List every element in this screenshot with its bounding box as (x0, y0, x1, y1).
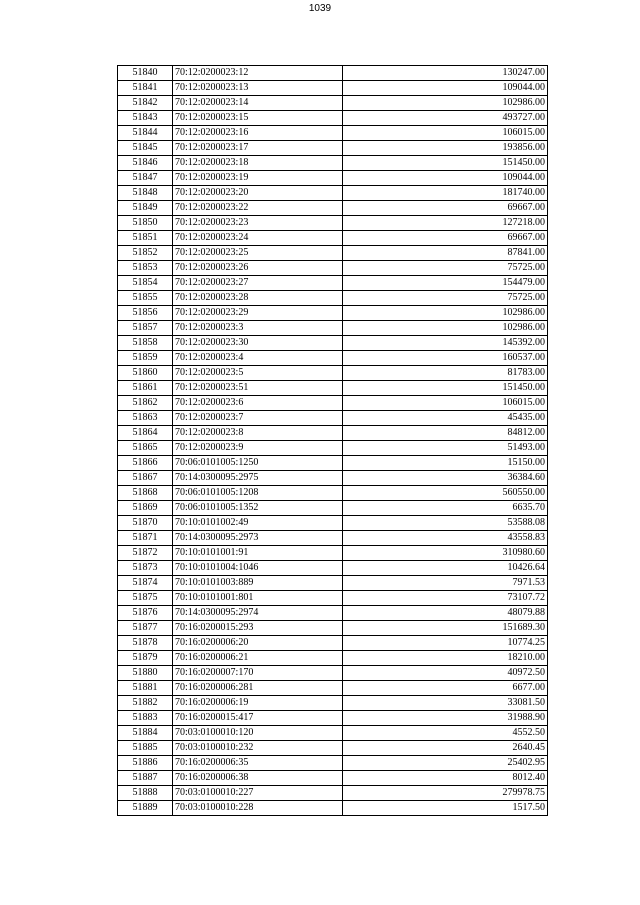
value-cell: 10774.25 (343, 636, 548, 651)
cadastral-number-cell: 70:12:0200023:26 (173, 261, 343, 276)
row-number-cell: 51855 (118, 291, 173, 306)
value-cell: 151689.30 (343, 621, 548, 636)
value-cell: 25402.95 (343, 756, 548, 771)
table-row (118, 171, 548, 186)
row-number-cell: 51857 (118, 321, 173, 336)
row-number-cell: 51841 (118, 81, 173, 96)
table-row (118, 771, 548, 786)
table-row (118, 471, 548, 486)
cadastral-number-cell: 70:12:0200023:17 (173, 141, 343, 156)
row-number-cell: 51878 (118, 636, 173, 651)
row-number-cell: 51869 (118, 501, 173, 516)
cadastral-number-cell: 70:14:0300095:2973 (173, 531, 343, 546)
table-row (118, 756, 548, 771)
value-cell: 6677.00 (343, 681, 548, 696)
value-cell: 279978.75 (343, 786, 548, 801)
cadastral-number-cell: 70:12:0200023:30 (173, 336, 343, 351)
row-number-cell: 51879 (118, 651, 173, 666)
table-row (118, 786, 548, 801)
value-cell: 310980.60 (343, 546, 548, 561)
value-cell: 18210.00 (343, 651, 548, 666)
table-row (118, 651, 548, 666)
value-cell: 4552.50 (343, 726, 548, 741)
row-number-cell: 51860 (118, 366, 173, 381)
value-cell: 15150.00 (343, 456, 548, 471)
cadastral-number-cell: 70:03:0100010:232 (173, 741, 343, 756)
value-cell: 51493.00 (343, 441, 548, 456)
value-cell: 87841.00 (343, 246, 548, 261)
table-row (118, 321, 548, 336)
value-cell: 154479.00 (343, 276, 548, 291)
value-cell: 7971.53 (343, 576, 548, 591)
value-cell: 560550.00 (343, 486, 548, 501)
cadastral-number-cell: 70:10:0101001:801 (173, 591, 343, 606)
row-number-cell: 51862 (118, 396, 173, 411)
table-row (118, 726, 548, 741)
cadastral-number-cell: 70:12:0200023:28 (173, 291, 343, 306)
table-row (118, 606, 548, 621)
row-number-cell: 51872 (118, 546, 173, 561)
table-row (118, 156, 548, 171)
cadastral-number-cell: 70:12:0200023:29 (173, 306, 343, 321)
value-cell: 69667.00 (343, 201, 548, 216)
row-number-cell: 51851 (118, 231, 173, 246)
cadastral-number-cell: 70:12:0200023:9 (173, 441, 343, 456)
cadastral-number-cell: 70:12:0200023:24 (173, 231, 343, 246)
table-row (118, 546, 548, 561)
table-row (118, 246, 548, 261)
row-number-cell: 51854 (118, 276, 173, 291)
value-cell: 127218.00 (343, 216, 548, 231)
row-number-cell: 51842 (118, 96, 173, 111)
cadastral-number-cell: 70:12:0200023:8 (173, 426, 343, 441)
cadastral-number-cell: 70:12:0200023:18 (173, 156, 343, 171)
table-row (118, 111, 548, 126)
table-row (118, 186, 548, 201)
table-body (118, 66, 548, 816)
cadastral-number-cell: 70:12:0200023:51 (173, 381, 343, 396)
value-cell: 130247.00 (343, 66, 548, 81)
cadastral-number-cell: 70:14:0300095:2974 (173, 606, 343, 621)
cadastral-number-cell: 70:03:0100010:120 (173, 726, 343, 741)
page-number: 1039 (308, 3, 332, 14)
row-number-cell: 51845 (118, 141, 173, 156)
cadastral-number-cell: 70:12:0200023:20 (173, 186, 343, 201)
table-row (118, 396, 548, 411)
table-row (118, 201, 548, 216)
value-cell: 36384.60 (343, 471, 548, 486)
value-cell: 109044.00 (343, 171, 548, 186)
row-number-cell: 51863 (118, 411, 173, 426)
cadastral-number-cell: 70:16:0200006:20 (173, 636, 343, 651)
table-row (118, 516, 548, 531)
cadastral-number-cell: 70:12:0200023:15 (173, 111, 343, 126)
cadastral-number-cell: 70:16:0200015:417 (173, 711, 343, 726)
cadastral-number-cell: 70:10:0101002:49 (173, 516, 343, 531)
cadastral-number-cell: 70:03:0100010:228 (173, 801, 343, 816)
value-cell: 102986.00 (343, 306, 548, 321)
row-number-cell: 51849 (118, 201, 173, 216)
value-cell: 102986.00 (343, 321, 548, 336)
table-row (118, 621, 548, 636)
value-cell: 193856.00 (343, 141, 548, 156)
cadastral-number-cell: 70:12:0200023:16 (173, 126, 343, 141)
cadastral-number-cell: 70:16:0200006:281 (173, 681, 343, 696)
table-row (118, 366, 548, 381)
table-row (118, 801, 548, 816)
value-cell: 75725.00 (343, 291, 548, 306)
row-number-cell: 51875 (118, 591, 173, 606)
table-row (118, 636, 548, 651)
value-cell: 73107.72 (343, 591, 548, 606)
value-cell: 40972.50 (343, 666, 548, 681)
row-number-cell: 51850 (118, 216, 173, 231)
row-number-cell: 51858 (118, 336, 173, 351)
value-cell: 43558.83 (343, 531, 548, 546)
row-number-cell: 51866 (118, 456, 173, 471)
row-number-cell: 51848 (118, 186, 173, 201)
value-cell: 69667.00 (343, 231, 548, 246)
table-row (118, 216, 548, 231)
value-cell: 75725.00 (343, 261, 548, 276)
value-cell: 45435.00 (343, 411, 548, 426)
cadastral-number-cell: 70:12:0200023:12 (173, 66, 343, 81)
table-row (118, 486, 548, 501)
value-cell: 106015.00 (343, 396, 548, 411)
cadastral-number-cell: 70:12:0200023:7 (173, 411, 343, 426)
row-number-cell: 51889 (118, 801, 173, 816)
cadastral-number-cell: 70:12:0200023:14 (173, 96, 343, 111)
row-number-cell: 51867 (118, 471, 173, 486)
table-row (118, 531, 548, 546)
value-cell: 1517.50 (343, 801, 548, 816)
row-number-cell: 51843 (118, 111, 173, 126)
cadastral-number-cell: 70:12:0200023:27 (173, 276, 343, 291)
value-cell: 181740.00 (343, 186, 548, 201)
table-row (118, 291, 548, 306)
value-cell: 10426.64 (343, 561, 548, 576)
cadastral-number-cell: 70:12:0200023:22 (173, 201, 343, 216)
cadastral-number-cell: 70:16:0200007:170 (173, 666, 343, 681)
table-row (118, 411, 548, 426)
cadastral-number-cell: 70:12:0200023:25 (173, 246, 343, 261)
table-row (118, 381, 548, 396)
value-cell: 31988.90 (343, 711, 548, 726)
cadastral-number-cell: 70:14:0300095:2975 (173, 471, 343, 486)
table-row (118, 666, 548, 681)
value-cell: 160537.00 (343, 351, 548, 366)
table-row (118, 501, 548, 516)
row-number-cell: 51847 (118, 171, 173, 186)
value-cell: 8012.40 (343, 771, 548, 786)
value-cell: 84812.00 (343, 426, 548, 441)
value-cell: 106015.00 (343, 126, 548, 141)
table-row (118, 81, 548, 96)
table-row (118, 231, 548, 246)
value-cell: 151450.00 (343, 381, 548, 396)
row-number-cell: 51884 (118, 726, 173, 741)
cadastral-number-cell: 70:06:0101005:1208 (173, 486, 343, 501)
cadastral-number-cell: 70:12:0200023:19 (173, 171, 343, 186)
row-number-cell: 51868 (118, 486, 173, 501)
row-number-cell: 51881 (118, 681, 173, 696)
table-row (118, 141, 548, 156)
cadastral-number-cell: 70:16:0200015:293 (173, 621, 343, 636)
cadastral-number-cell: 70:12:0200023:5 (173, 366, 343, 381)
cadastral-number-cell: 70:16:0200006:35 (173, 756, 343, 771)
row-number-cell: 51882 (118, 696, 173, 711)
cadastral-number-cell: 70:06:0101005:1250 (173, 456, 343, 471)
table-row (118, 276, 548, 291)
table-row (118, 66, 548, 81)
table-row (118, 681, 548, 696)
cadastral-number-cell: 70:12:0200023:4 (173, 351, 343, 366)
value-cell: 145392.00 (343, 336, 548, 351)
table-row (118, 561, 548, 576)
table-row (118, 591, 548, 606)
cadastral-number-cell: 70:10:0101003:889 (173, 576, 343, 591)
row-number-cell: 51861 (118, 381, 173, 396)
table-row (118, 336, 548, 351)
cadastral-number-cell: 70:16:0200006:38 (173, 771, 343, 786)
value-cell: 53588.08 (343, 516, 548, 531)
table-row (118, 456, 548, 471)
cadastral-number-cell: 70:10:0101004:1046 (173, 561, 343, 576)
cadastral-number-cell: 70:10:0101001:91 (173, 546, 343, 561)
table-row (118, 306, 548, 321)
table-row (118, 441, 548, 456)
row-number-cell: 51853 (118, 261, 173, 276)
row-number-cell: 51874 (118, 576, 173, 591)
row-number-cell: 51846 (118, 156, 173, 171)
cadastral-value-table (117, 65, 548, 816)
cadastral-number-cell: 70:12:0200023:3 (173, 321, 343, 336)
row-number-cell: 51885 (118, 741, 173, 756)
value-cell: 493727.00 (343, 111, 548, 126)
value-cell: 81783.00 (343, 366, 548, 381)
row-number-cell: 51844 (118, 126, 173, 141)
table-row (118, 426, 548, 441)
row-number-cell: 51865 (118, 441, 173, 456)
row-number-cell: 51888 (118, 786, 173, 801)
cadastral-number-cell: 70:16:0200006:19 (173, 696, 343, 711)
table-row (118, 351, 548, 366)
row-number-cell: 51883 (118, 711, 173, 726)
cadastral-number-cell: 70:12:0200023:6 (173, 396, 343, 411)
value-cell: 33081.50 (343, 696, 548, 711)
table-row (118, 261, 548, 276)
cadastral-number-cell: 70:12:0200023:23 (173, 216, 343, 231)
table-row (118, 741, 548, 756)
cadastral-number-cell: 70:06:0101005:1352 (173, 501, 343, 516)
row-number-cell: 51856 (118, 306, 173, 321)
row-number-cell: 51873 (118, 561, 173, 576)
row-number-cell: 51877 (118, 621, 173, 636)
row-number-cell: 51876 (118, 606, 173, 621)
value-cell: 102986.00 (343, 96, 548, 111)
row-number-cell: 51859 (118, 351, 173, 366)
row-number-cell: 51886 (118, 756, 173, 771)
value-cell: 48079.88 (343, 606, 548, 621)
row-number-cell: 51887 (118, 771, 173, 786)
row-number-cell: 51880 (118, 666, 173, 681)
row-number-cell: 51852 (118, 246, 173, 261)
value-cell: 151450.00 (343, 156, 548, 171)
value-cell: 109044.00 (343, 81, 548, 96)
cadastral-number-cell: 70:16:0200006:21 (173, 651, 343, 666)
cadastral-number-cell: 70:12:0200023:13 (173, 81, 343, 96)
row-number-cell: 51871 (118, 531, 173, 546)
table-row (118, 96, 548, 111)
table-row (118, 576, 548, 591)
row-number-cell: 51870 (118, 516, 173, 531)
row-number-cell: 51840 (118, 66, 173, 81)
table-row (118, 126, 548, 141)
cadastral-number-cell: 70:03:0100010:227 (173, 786, 343, 801)
table-row (118, 711, 548, 726)
value-cell: 6635.70 (343, 501, 548, 516)
value-cell: 2640.45 (343, 741, 548, 756)
table-row (118, 696, 548, 711)
row-number-cell: 51864 (118, 426, 173, 441)
